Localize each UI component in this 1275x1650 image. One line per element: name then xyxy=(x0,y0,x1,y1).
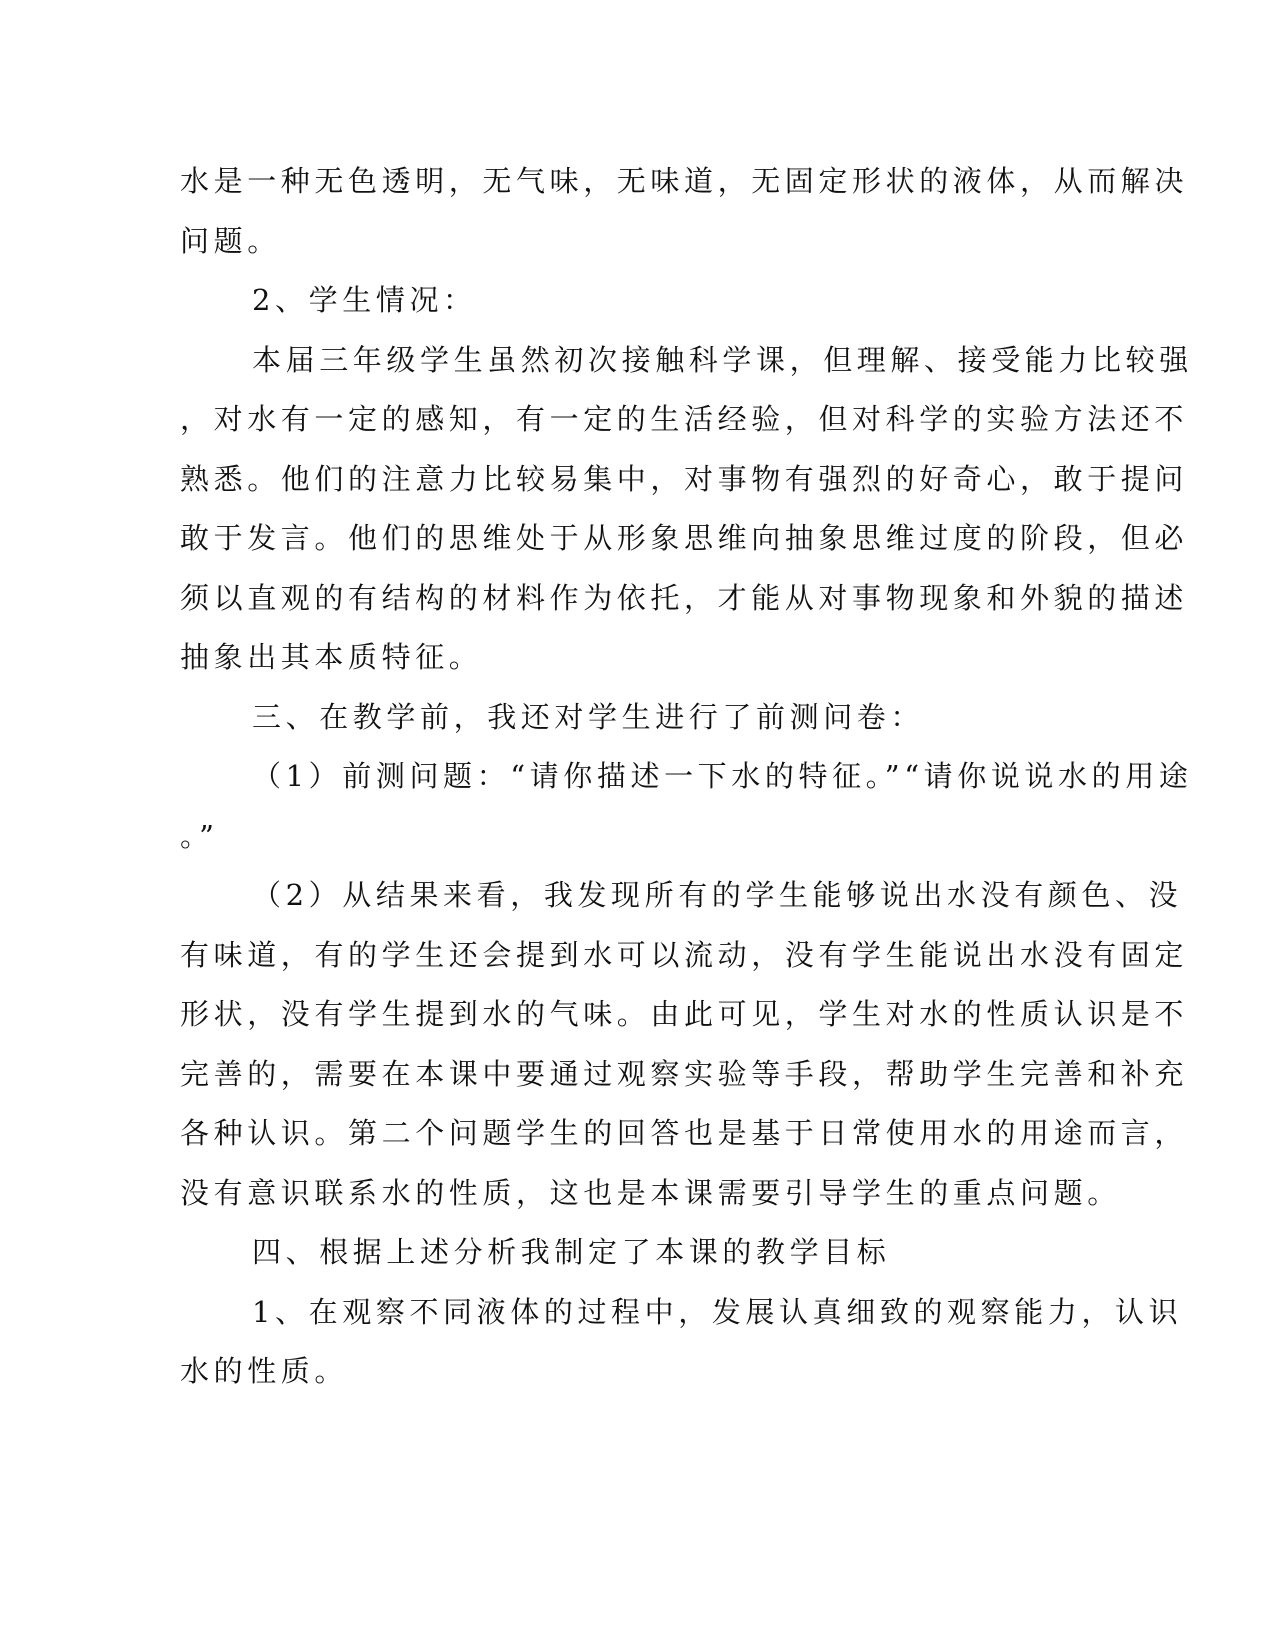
text-line-16: 完善的，需要在本课中要通过观察实验等手段，帮助学生完善和补充 xyxy=(180,1056,1189,1091)
text-line-4: 本届三年级学生虽然初次接触科学课，但理解、接受能力比较强 xyxy=(252,342,1193,377)
text-line-5: ，对水有一定的感知，有一定的生活经验，但对科学的实验方法还不 xyxy=(180,402,1189,436)
text-line-6: 熟悉。他们的注意力比较易集中，对事物有强烈的好奇心，敢于提问 xyxy=(180,461,1189,496)
text-line-2: 问题。 xyxy=(180,223,281,258)
text-line-13: （2）从结果来看，我发现所有的学生能够说出水没有颜色、没 xyxy=(252,878,1183,912)
section-heading-student-situation: 2、学生情况： xyxy=(252,283,477,317)
text-line-21: 水的性质。 xyxy=(180,1354,349,1388)
text-line-14: 有味道，有的学生还会提到水可以流动，没有学生能说出水没有固定 xyxy=(180,937,1189,972)
text-line-20: 1、在观察不同液体的过程中，发展认真细致的观察能力，认识 xyxy=(252,1294,1183,1329)
text-line-7: 敢于发言。他们的思维处于从形象思维向抽象思维过度的阶段，但必 xyxy=(180,521,1189,555)
text-line-12: 。” xyxy=(180,818,219,853)
text-line-9: 抽象出其本质特征。 xyxy=(180,640,483,674)
text-line-15: 形状，没有学生提到水的气味。由此可见，学生对水的性质认识是不 xyxy=(180,997,1189,1031)
text-line-18: 没有意识联系水的性质，这也是本课需要引导学生的重点问题。 xyxy=(180,1175,1121,1210)
section-heading-teaching-goals: 四、根据上述分析我制定了本课的教学目标 xyxy=(252,1235,891,1269)
document-page xyxy=(180,152,1193,1402)
text-line-8: 须以直观的有结构的材料作为依托，才能从对事物现象和外貌的描述 xyxy=(180,580,1189,615)
text-line-17: 各种认识。第二个问题学生的回答也是基于日常使用水的用途而言， xyxy=(180,1116,1189,1150)
text-line-1: 水是一种无色透明，无气味，无味道，无固定形状的液体，从而解决 xyxy=(180,164,1189,198)
text-line-11: （1）前测问题：“请你描述一下水的特征。”“请你说说水的用途 xyxy=(252,759,1193,793)
section-heading-pretest: 三、在教学前，我还对学生进行了前测问卷： xyxy=(252,699,925,734)
